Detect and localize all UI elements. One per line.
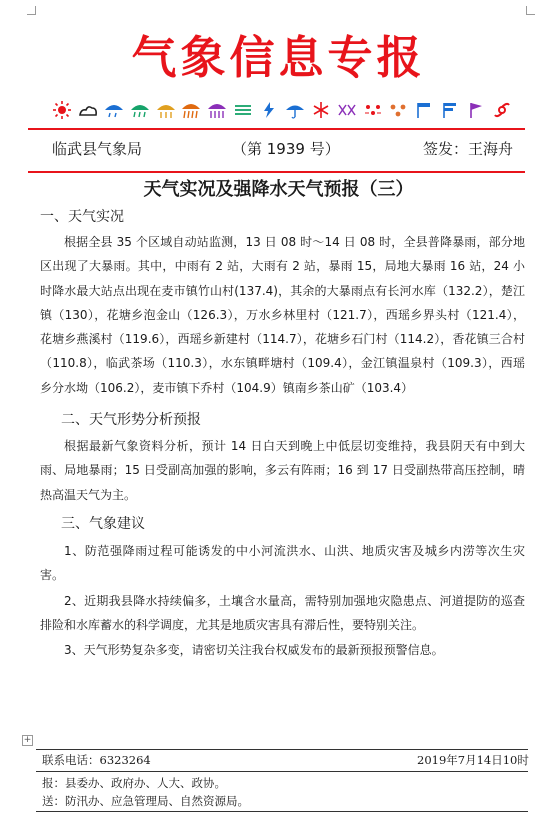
storm-rain-icon bbox=[207, 100, 227, 120]
contact-phone: 联系电话：6323264 bbox=[42, 753, 151, 767]
footer-rule-2 bbox=[36, 771, 528, 772]
sleet-icon bbox=[337, 100, 357, 120]
advice-item-2: 2、近期我县降水持续偏多，土壤含水量高，需特别加强地灾隐患点、河道提防的巡查排险和水库蓄水的科学调度，尤其是地质灾害具有滞后性，要特别关注。 bbox=[40, 594, 525, 633]
signer: 签发：王海舟 bbox=[423, 140, 514, 158]
forecast-paragraph: 根据最新气象资料分析，预计 14 日白天到晚上中低层切变维持，我县阴天有中到大雨、局地暴雨；15 日受副高加强的影响，多云有阵雨；16 到 17 日受副热带高压控制，晴热高温天气为主。 bbox=[40, 439, 525, 502]
typhoon-icon bbox=[492, 100, 512, 120]
drizzle-icon bbox=[104, 100, 124, 120]
report-to: 报：县委办、政府办、人大、政协。 bbox=[42, 776, 226, 790]
header-rule-bottom bbox=[28, 171, 525, 173]
observations-paragraph: 根据全县 35 个区域自动站监测，13 日 08 时～14 日 08 时，全县普降暴雨，部分地区出现了大暴雨。其中，中雨有 2 站，大雨有 2 站，暴雨 15，局地大暴雨 16 站，24 小时降水最大站点出现在麦市镇竹山村(137.4)，其余的大暴雨点有长河水库（132.2），楚江镇（130），花塘乡泡金山（126.3），万水乡林里村（121.7），西瑶乡界头村（121.4），花塘乡燕溪村（119.6），西瑶乡新建村（114.7），花塘乡石门村（114.2），香花镇三合村（110.8），临武茶场（110.3），水东镇畔塘村（109.4），金江镇温泉村（109.3），西瑶乡分水坳（106.2），麦市镇下乔村（104.9）镇南乡茶山矿（103.4） bbox=[40, 235, 525, 395]
crop-mark-top-left bbox=[27, 6, 36, 15]
crop-mark-top-right bbox=[526, 6, 535, 15]
cloud-icon bbox=[78, 100, 98, 120]
advice-item-3: 3、天气形势复杂多变，请密切关注我台权威发布的最新预报预警信息。 bbox=[64, 643, 444, 657]
header-rule-top bbox=[28, 128, 525, 130]
advice-item-1: 1、防范强降雨过程可能诱发的中小河流洪水、山洪、地质灾害及城乡内涝等次生灾害。 bbox=[40, 544, 525, 583]
issue-number: （第 1939 号） bbox=[232, 140, 340, 158]
sun-icon bbox=[52, 100, 72, 120]
gale-flag-icon bbox=[466, 100, 486, 120]
section-heading-observations: 一、天气实况 bbox=[40, 209, 124, 225]
strong-wind-flag-icon bbox=[440, 100, 460, 120]
heavy-rain-icon bbox=[181, 100, 201, 120]
section-heading-forecast: 二、天气形势分析预报 bbox=[61, 412, 201, 428]
footer-rule-3 bbox=[36, 811, 528, 812]
rain-icon bbox=[130, 100, 150, 120]
footer-rule-1 bbox=[36, 749, 528, 750]
weather-icon-strip bbox=[52, 99, 512, 121]
lightning-icon bbox=[259, 100, 279, 120]
frost-icon bbox=[388, 100, 408, 120]
section-heading-advice: 三、气象建议 bbox=[61, 516, 145, 532]
document-title: 天气实况及强降水天气预报（三） bbox=[143, 179, 414, 200]
table-move-handle[interactable]: + bbox=[23, 735, 32, 745]
wind-flag-icon bbox=[414, 100, 434, 120]
hail-icon bbox=[363, 100, 383, 120]
send-to: 送：防汛办、应急管理局、自然资源局。 bbox=[42, 794, 249, 808]
snowflake-icon bbox=[311, 100, 331, 120]
agency-name: 临武县气象局 bbox=[52, 140, 143, 158]
showers-icon bbox=[156, 100, 176, 120]
bulletin-title: 气象信息专报 bbox=[131, 31, 426, 84]
fog-icon bbox=[233, 100, 253, 120]
issue-date: 2019年7月14日10时 bbox=[417, 753, 529, 767]
umbrella-icon bbox=[285, 100, 305, 120]
